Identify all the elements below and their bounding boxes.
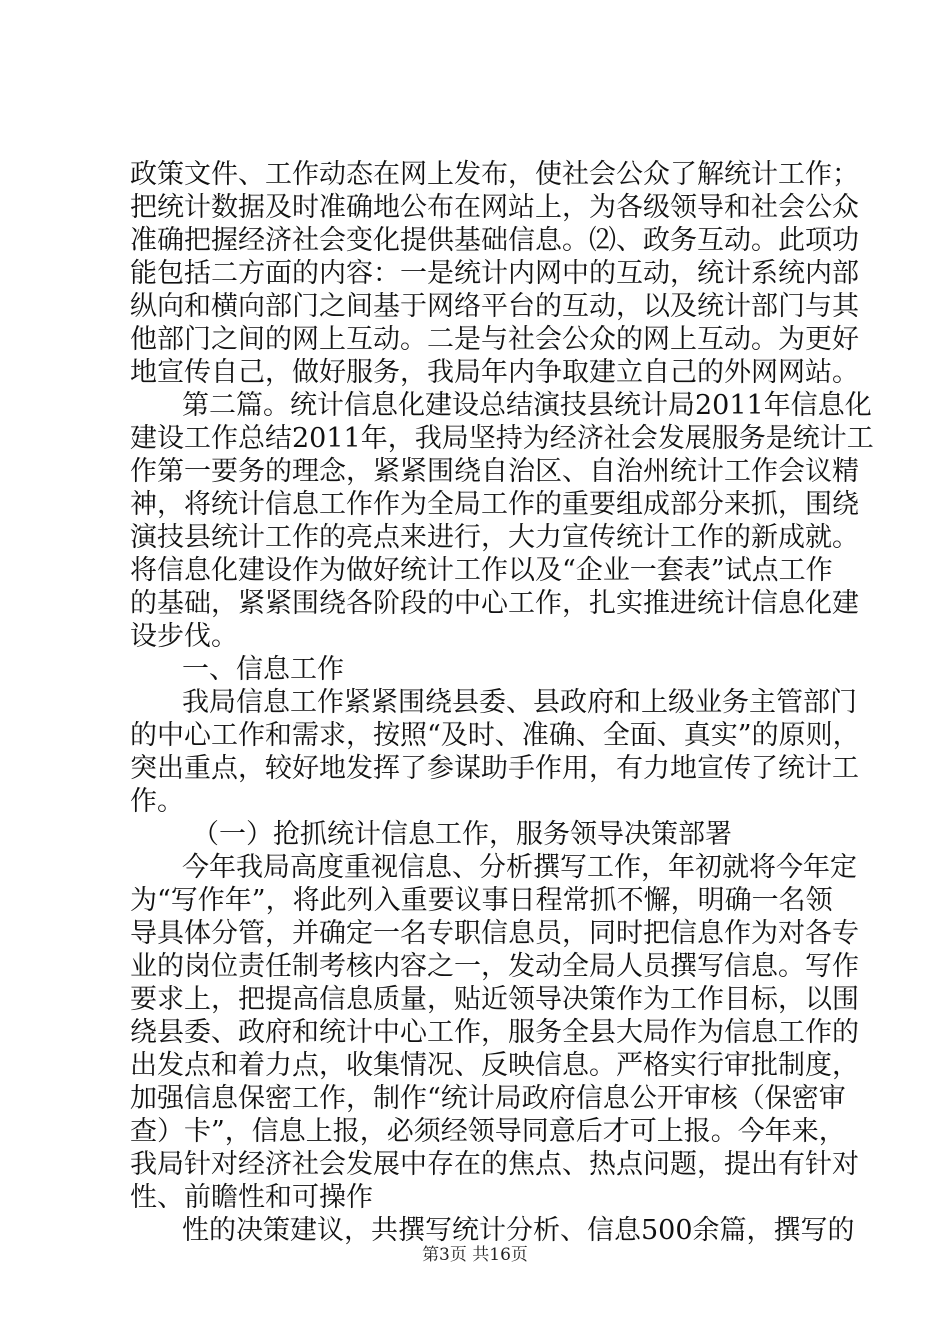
text-line: 我局针对经济社会发展中存在的焦点、热点问题，提出有针对 xyxy=(130,1149,859,1180)
text-line: 突出重点，较好地发挥了参谋助手作用，有力地宣传了统计工 xyxy=(130,753,859,784)
text-line: 今年我局高度重视信息、分析撰写工作，年初就将今年定 xyxy=(182,852,857,883)
text-line: 神，将统计信息工作作为全局工作的重要组成部分来抓，围绕 xyxy=(130,489,859,520)
text-line: 能包括二方面的内容：一是统计内网中的互动，统计系统内部 xyxy=(130,258,859,289)
text-line: 一、信息工作 xyxy=(182,654,344,685)
text-line: 的中心工作和需求，按照“及时、准确、全面、真实”的原则， xyxy=(130,720,860,751)
text-line: 性的决策建议，共撰写统计分析、信息500余篇，撰写的 xyxy=(182,1215,855,1246)
text-line: 第二篇。统计信息化建设总结演技县统计局2011年信息化 xyxy=(182,390,872,421)
text-line: 为“写作年”，将此列入重要议事日程常抓不懈，明确一名领 xyxy=(130,885,833,916)
text-line: 要求上，把提高信息质量，贴近领导决策作为工作目标，以围 xyxy=(130,984,859,1015)
section-heading-line: （一）抢抓统计信息工作，服务领导决策部署 xyxy=(192,819,732,850)
text-line: 绕县委、政府和统计中心工作，服务全县大局作为信息工作的 xyxy=(130,1017,859,1048)
text-line: 导具体分管，并确定一名专职信息员，同时把信息作为对各专 xyxy=(130,918,859,949)
text-line: 性、前瞻性和可操作 xyxy=(130,1182,373,1213)
text-line: 作。 xyxy=(130,786,184,817)
text-line: 设步伐。 xyxy=(130,621,238,652)
document-body xyxy=(130,158,874,1247)
text-line: 纵向和横向部门之间基于网络平台的互动，以及统计部门与其 xyxy=(130,291,859,322)
text-line: 出发点和着力点，收集情况、反映信息。严格实行审批制度， xyxy=(130,1050,859,1081)
text-line: 业的岗位责任制考核内容之一，发动全局人员撰写信息。写作 xyxy=(130,951,859,982)
text-line: 建设工作总结2011年，我局坚持为经济社会发展服务是统计工 xyxy=(130,423,874,454)
text-line: 演技县统计工作的亮点来进行，大力宣传统计工作的新成就。 xyxy=(130,522,859,553)
text-line: 将信息化建设作为做好统计工作以及“企业一套表”试点工作 xyxy=(130,555,833,586)
text-line: 把统计数据及时准确地公布在网站上，为各级领导和社会公众 xyxy=(130,192,859,223)
text-line: 地宣传自己，做好服务，我局年内争取建立自己的外网网站。 xyxy=(130,357,859,388)
text-line: 加强信息保密工作，制作“统计局政府信息公开审核（保密审 xyxy=(130,1083,846,1114)
text-line: 我局信息工作紧紧围绕县委、县政府和上级业务主管部门 xyxy=(182,687,857,718)
text-line: 查）卡”，信息上报，必须经领导同意后才可上报。今年来， xyxy=(130,1116,846,1147)
text-line: 准确把握经济社会变化提供基础信息。⑵、政务互动。此项功 xyxy=(130,225,859,256)
page-footer: 第3页 共16页 xyxy=(422,1245,528,1265)
text-line: 作第一要务的理念，紧紧围绕自治区、自治州统计工作会议精 xyxy=(130,456,859,487)
text-line: 政策文件、工作动态在网上发布，使社会公众了解统计工作； xyxy=(130,159,859,190)
text-line: 的基础，紧紧围绕各阶段的中心工作，扎实推进统计信息化建 xyxy=(130,588,859,619)
text-line: 他部门之间的网上互动。二是与社会公众的网上互动。为更好 xyxy=(130,324,859,355)
